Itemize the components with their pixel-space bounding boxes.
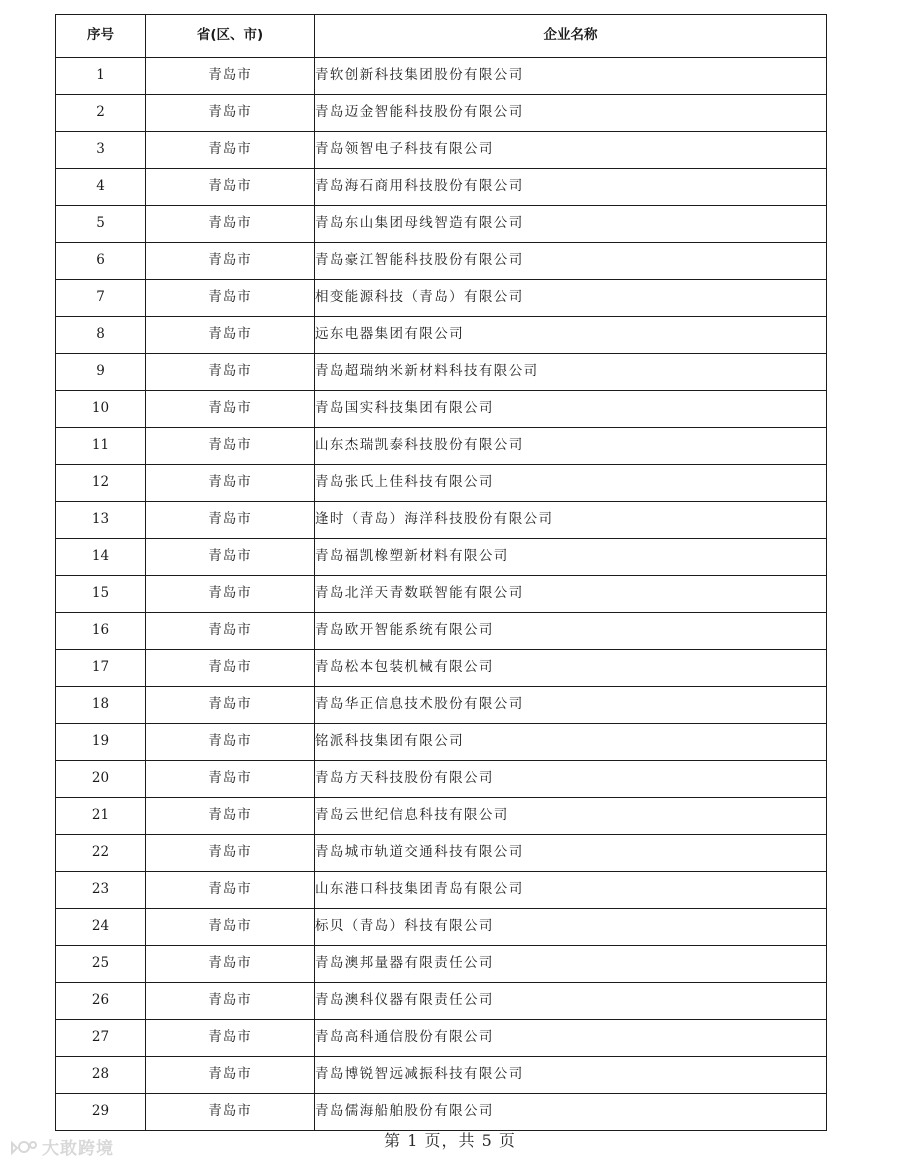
cell-company: 青岛澳科仪器有限责任公司	[315, 983, 827, 1020]
cell-province: 青岛市	[146, 502, 315, 539]
table-row	[56, 761, 827, 798]
cell-seq: 23	[56, 872, 146, 909]
table-row	[56, 724, 827, 761]
table-row	[56, 465, 827, 502]
cell-company: 山东杰瑞凯泰科技股份有限公司	[315, 428, 827, 465]
table-row	[56, 872, 827, 909]
cell-seq: 3	[56, 132, 146, 169]
cell-company: 青岛欧开智能系统有限公司	[315, 613, 827, 650]
cell-province: 青岛市	[146, 872, 315, 909]
cell-company: 青岛博锐智远减振科技有限公司	[315, 1057, 827, 1094]
table-row	[56, 428, 827, 465]
cell-province: 青岛市	[146, 58, 315, 95]
cell-seq: 16	[56, 613, 146, 650]
cell-company: 青岛北洋天青数联智能有限公司	[315, 576, 827, 613]
cell-province: 青岛市	[146, 687, 315, 724]
cell-company: 青岛豪江智能科技股份有限公司	[315, 243, 827, 280]
cell-seq: 6	[56, 243, 146, 280]
cell-province: 青岛市	[146, 206, 315, 243]
table-row	[56, 687, 827, 724]
cell-province: 青岛市	[146, 280, 315, 317]
cell-province: 青岛市	[146, 576, 315, 613]
cell-seq: 4	[56, 169, 146, 206]
table-row	[56, 391, 827, 428]
cell-seq: 21	[56, 798, 146, 835]
cell-province: 青岛市	[146, 761, 315, 798]
cell-company: 青岛领智电子科技有限公司	[315, 132, 827, 169]
table-row	[56, 317, 827, 354]
cell-company: 铭派科技集团有限公司	[315, 724, 827, 761]
cell-company: 山东港口科技集团青岛有限公司	[315, 872, 827, 909]
cell-province: 青岛市	[146, 539, 315, 576]
table-row	[56, 354, 827, 391]
cell-seq: 25	[56, 946, 146, 983]
cell-company: 青岛澳邦量器有限责任公司	[315, 946, 827, 983]
cell-company: 青岛国实科技集团有限公司	[315, 391, 827, 428]
watermark	[8, 1134, 114, 1159]
cell-province: 青岛市	[146, 243, 315, 280]
table-row	[56, 1020, 827, 1057]
cell-company: 青岛海石商用科技股份有限公司	[315, 169, 827, 206]
table-row	[56, 132, 827, 169]
cell-seq: 26	[56, 983, 146, 1020]
table-row	[56, 206, 827, 243]
cell-seq: 11	[56, 428, 146, 465]
cell-company: 青岛华正信息技术股份有限公司	[315, 687, 827, 724]
cell-province: 青岛市	[146, 1057, 315, 1094]
cell-province: 青岛市	[146, 354, 315, 391]
cell-company: 青岛松本包装机械有限公司	[315, 650, 827, 687]
table-row	[56, 835, 827, 872]
cell-province: 青岛市	[146, 317, 315, 354]
cell-province: 青岛市	[146, 798, 315, 835]
table-row	[56, 1094, 827, 1131]
cell-seq: 24	[56, 909, 146, 946]
table-row	[56, 576, 827, 613]
table-row	[56, 909, 827, 946]
company-list-table	[55, 14, 827, 1131]
cell-province: 青岛市	[146, 835, 315, 872]
table-row	[56, 169, 827, 206]
cell-seq: 1	[56, 58, 146, 95]
cell-province: 青岛市	[146, 465, 315, 502]
header-seq: 序号	[56, 15, 146, 58]
cell-company: 青岛张氏上佳科技有限公司	[315, 465, 827, 502]
cell-seq: 7	[56, 280, 146, 317]
table-row	[56, 798, 827, 835]
cell-company: 远东电器集团有限公司	[315, 317, 827, 354]
cell-seq: 20	[56, 761, 146, 798]
cell-company: 青岛迈金智能科技股份有限公司	[315, 95, 827, 132]
table-row	[56, 946, 827, 983]
cell-province: 青岛市	[146, 391, 315, 428]
cell-seq: 18	[56, 687, 146, 724]
watermark-text: 大敢跨境	[42, 1139, 114, 1159]
cell-company: 青岛超瑞纳米新材料科技有限公司	[315, 354, 827, 391]
cell-province: 青岛市	[146, 909, 315, 946]
cell-province: 青岛市	[146, 946, 315, 983]
cell-seq: 2	[56, 95, 146, 132]
table-row	[56, 650, 827, 687]
cell-province: 青岛市	[146, 650, 315, 687]
cell-seq: 15	[56, 576, 146, 613]
cell-seq: 28	[56, 1057, 146, 1094]
header-province: 省(区、市)	[146, 15, 315, 58]
cell-seq: 9	[56, 354, 146, 391]
watermark-logo-icon	[8, 1137, 38, 1157]
cell-province: 青岛市	[146, 169, 315, 206]
table-header-row	[56, 15, 827, 58]
cell-company: 青岛福凯橡塑新材料有限公司	[315, 539, 827, 576]
page-indicator: 第 1 页，共 5 页	[384, 1131, 516, 1150]
cell-province: 青岛市	[146, 95, 315, 132]
cell-company: 青软创新科技集团股份有限公司	[315, 58, 827, 95]
cell-seq: 5	[56, 206, 146, 243]
cell-seq: 27	[56, 1020, 146, 1057]
cell-company: 标贝（青岛）科技有限公司	[315, 909, 827, 946]
cell-company: 相变能源科技（青岛）有限公司	[315, 280, 827, 317]
cell-seq: 14	[56, 539, 146, 576]
cell-company: 青岛高科通信股份有限公司	[315, 1020, 827, 1057]
cell-province: 青岛市	[146, 428, 315, 465]
cell-province: 青岛市	[146, 983, 315, 1020]
cell-province: 青岛市	[146, 132, 315, 169]
table-row	[56, 539, 827, 576]
cell-seq: 19	[56, 724, 146, 761]
cell-seq: 22	[56, 835, 146, 872]
cell-province: 青岛市	[146, 613, 315, 650]
cell-seq: 17	[56, 650, 146, 687]
table-row	[56, 983, 827, 1020]
cell-company: 青岛东山集团母线智造有限公司	[315, 206, 827, 243]
cell-province: 青岛市	[146, 724, 315, 761]
cell-seq: 10	[56, 391, 146, 428]
cell-seq: 13	[56, 502, 146, 539]
cell-seq: 29	[56, 1094, 146, 1131]
table-row	[56, 502, 827, 539]
table-row	[56, 613, 827, 650]
table-row	[56, 243, 827, 280]
cell-province: 青岛市	[146, 1094, 315, 1131]
table-row	[56, 95, 827, 132]
cell-seq: 12	[56, 465, 146, 502]
table-row	[56, 58, 827, 95]
cell-company: 青岛云世纪信息科技有限公司	[315, 798, 827, 835]
table-row	[56, 1057, 827, 1094]
cell-seq: 8	[56, 317, 146, 354]
cell-province: 青岛市	[146, 1020, 315, 1057]
cell-company: 青岛城市轨道交通科技有限公司	[315, 835, 827, 872]
cell-company: 青岛儒海船舶股份有限公司	[315, 1094, 827, 1131]
cell-company: 青岛方天科技股份有限公司	[315, 761, 827, 798]
table-row	[56, 280, 827, 317]
header-company: 企业名称	[315, 15, 827, 58]
cell-company: 逢时（青岛）海洋科技股份有限公司	[315, 502, 827, 539]
